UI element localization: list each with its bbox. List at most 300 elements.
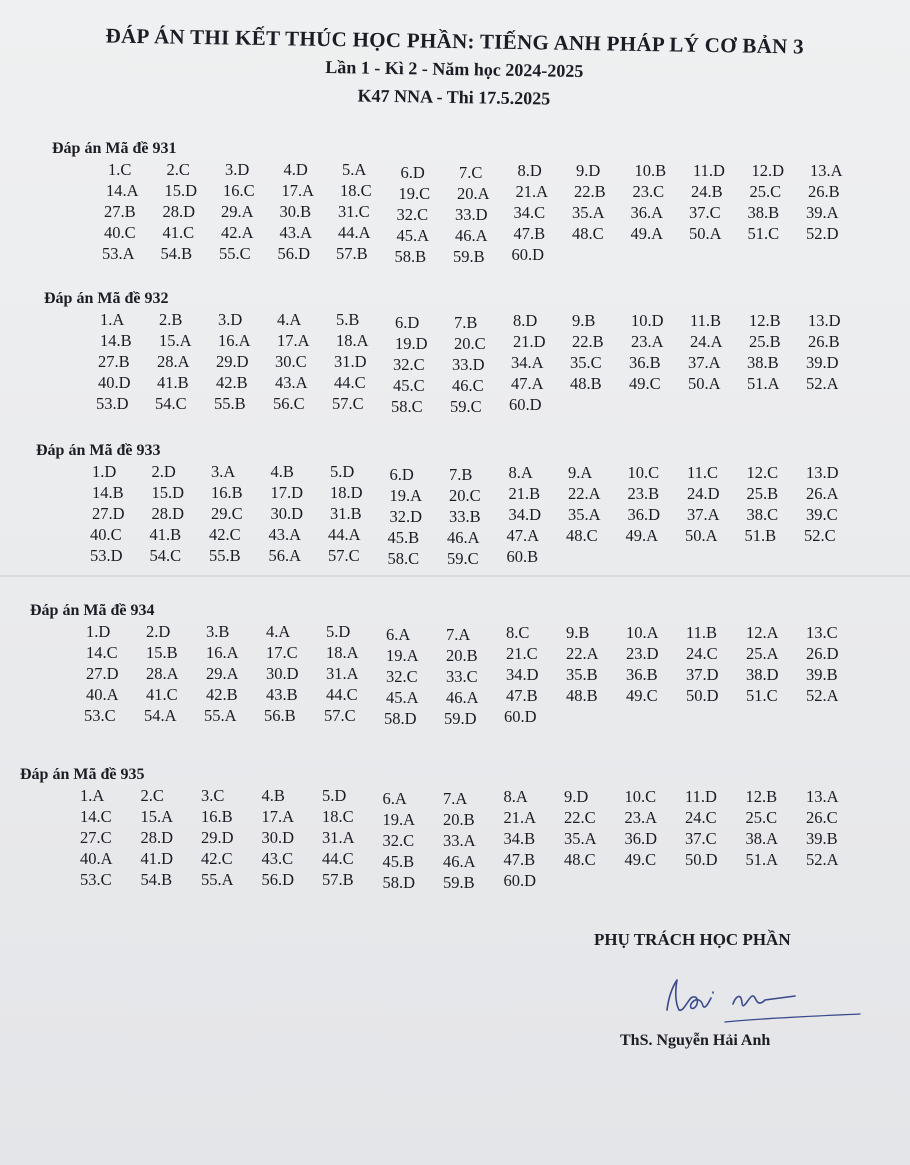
answer-cell: 39.C [806, 505, 838, 524]
answer-cell: 27.C [80, 828, 112, 847]
answer-cell: 4.A [277, 310, 302, 329]
answer-cell: 44.C [334, 373, 366, 392]
answer-cell: 16.A [206, 643, 239, 662]
answer-cell: 39.B [806, 665, 838, 684]
answer-cell: 23.A [624, 808, 658, 827]
answer-cell: 57.C [324, 706, 356, 725]
answer-cell: 1.A [100, 310, 125, 329]
answer-cell: 23.D [626, 644, 659, 663]
answer-cell: 27.D [92, 504, 125, 523]
answer-cell: 14.C [86, 643, 118, 662]
answer-cell: 47.B [506, 686, 538, 705]
answer-cell: 36.D [624, 829, 658, 848]
answer-cell: 11.D [693, 161, 725, 180]
answer-cell: 29.C [211, 504, 243, 523]
answer-cell: 54.C [155, 394, 187, 413]
answer-cell: 4.B [270, 462, 294, 481]
answer-cell: 5.D [330, 462, 355, 481]
answer-cell: 7.A [446, 625, 471, 644]
answer-cell: 5.D [322, 786, 347, 805]
answer-cell: 51.C [747, 224, 780, 243]
section-title: Đáp án Mã đề 931 [52, 140, 177, 157]
answer-cell: 44.C [322, 849, 354, 868]
answer-cell: 3.D [225, 160, 250, 179]
answer-cell: 49.C [626, 686, 658, 705]
answer-cell: 39.A [806, 203, 839, 222]
section-title: Đáp án Mã đề 934 [30, 602, 155, 619]
answer-cell: 13.C [806, 623, 838, 642]
answer-cell: 4.B [261, 786, 285, 805]
answer-cell: 49.A [625, 526, 659, 545]
answer-cell: 43.B [266, 685, 298, 704]
answer-cell: 24.D [687, 484, 720, 503]
answer-cell: 49.C [624, 850, 657, 869]
answer-cell: 48.C [572, 224, 604, 243]
answer-cell: 9.D [576, 161, 601, 180]
answer-cell: 23.B [627, 484, 660, 503]
answer-cell: 51.A [745, 850, 779, 869]
answer-cell: 22.B [574, 182, 606, 201]
answer-cell: 10.B [634, 161, 667, 180]
answer-cell: 60.D [503, 871, 537, 890]
answer-cell: 35.A [564, 829, 597, 848]
answer-cell: 25.C [749, 182, 782, 201]
answer-cell: 21.D [513, 332, 546, 351]
answer-cell: 14.B [100, 331, 132, 350]
answer-cell: 40.C [104, 223, 136, 242]
answer-cell: 21.C [506, 644, 538, 663]
answer-cell: 41.C [162, 223, 195, 242]
answer-cell: 29.A [206, 664, 239, 683]
answer-cell: 26.A [806, 484, 839, 503]
answer-cell: 35.A [568, 505, 601, 524]
answer-cell: 48.B [570, 374, 602, 393]
answer-cell: 14.C [80, 807, 112, 826]
answer-cell: 18.A [326, 643, 359, 662]
answer-cell: 27.B [98, 352, 130, 371]
section-title: Đáp án Mã đề 932 [44, 290, 169, 307]
answer-cell: 31.D [334, 352, 367, 371]
answer-cell: 50.A [685, 526, 718, 545]
answer-cell: 32.C [396, 205, 429, 224]
answer-cell: 16.B [211, 483, 243, 502]
answer-cell: 46.A [455, 226, 488, 245]
answer-cell: 54.C [149, 546, 182, 565]
answer-cell: 11.D [685, 787, 717, 806]
answer-cell: 48.B [566, 686, 598, 705]
answer-cell: 41.D [140, 849, 174, 868]
answer-cell: 28.A [157, 352, 190, 371]
answer-cell: 6.D [389, 465, 414, 484]
answer-cell: 16.A [218, 331, 251, 350]
answer-cell: 30.D [266, 664, 299, 683]
document-header [0, 21, 910, 115]
answer-cell: 19.A [386, 646, 419, 665]
answer-cell: 51.B [744, 526, 777, 545]
answer-cell: 40.A [86, 685, 119, 704]
answer-cell: 56.A [268, 546, 302, 565]
answer-cell: 52.A [806, 374, 839, 393]
answer-cell: 32.C [382, 831, 415, 850]
answer-cell: 2.C [140, 786, 164, 805]
answer-cell: 41.B [157, 373, 189, 392]
answer-cell: 6.D [395, 313, 420, 332]
answer-cell: 37.A [688, 353, 721, 372]
answer-cell: 24.C [686, 644, 718, 663]
answer-cell: 44.A [328, 525, 361, 544]
answer-cell: 16.B [201, 807, 233, 826]
answer-cell: 18.A [336, 331, 369, 350]
answer-cell: 8.A [503, 787, 528, 806]
answer-cell: 13.D [806, 463, 839, 482]
answer-cell: 19.A [389, 486, 423, 505]
answer-cell: 19.D [395, 334, 428, 353]
answer-cell: 15.D [151, 483, 185, 502]
answer-cell: 15.A [159, 331, 192, 350]
answer-cell: 51.C [746, 686, 778, 705]
answer-cell: 48.C [566, 526, 598, 545]
answer-cell: 22.B [572, 332, 604, 351]
answer-cell: 30.B [279, 202, 312, 221]
answer-cell: 14.B [92, 483, 124, 502]
answer-cell: 29.D [216, 352, 249, 371]
answer-cell: 53.C [80, 870, 112, 889]
answer-cell: 50.D [685, 850, 718, 869]
answer-cell: 31.A [322, 828, 355, 847]
answer-cell: 36.B [629, 353, 661, 372]
answer-cell: 17.C [266, 643, 298, 662]
answer-cell: 29.A [221, 202, 254, 221]
answer-cell: 9.B [566, 623, 590, 642]
answer-cell: 57.B [336, 244, 368, 263]
answer-cell: 46.A [443, 852, 476, 871]
answer-cell: 25.A [746, 644, 779, 663]
answer-cell: 17.A [281, 181, 315, 200]
answer-cell: 53.C [84, 706, 116, 725]
answer-cell: 40.D [98, 373, 131, 392]
answer-cell: 20.B [446, 646, 478, 665]
answer-cell: 59.C [447, 549, 479, 568]
answer-cell: 52.D [806, 224, 839, 243]
answer-cell: 54.B [140, 870, 173, 889]
answer-cell: 21.A [503, 808, 537, 827]
answer-cell: 43.A [268, 525, 302, 544]
answer-cell: 45.A [396, 226, 430, 245]
answer-cell: 18.C [322, 807, 354, 826]
answer-cell: 4.D [283, 160, 308, 179]
answer-cell: 3.C [201, 786, 225, 805]
answer-cell: 26.B [808, 182, 840, 201]
answer-cell: 43.A [275, 373, 308, 392]
answer-cell: 3.A [211, 462, 236, 481]
answer-cell: 42.C [201, 849, 233, 868]
answer-cell: 43.A [279, 223, 313, 242]
answer-cell: 34.A [511, 353, 544, 372]
answer-cell: 32.C [393, 355, 425, 374]
answer-cell: 23.A [631, 332, 664, 351]
answer-cell: 32.D [389, 507, 423, 526]
answer-cell: 37.A [687, 505, 720, 524]
answer-cell: 58.D [382, 873, 416, 892]
answer-cell: 31.C [338, 202, 370, 221]
answer-cell: 43.C [261, 849, 294, 868]
answer-cell: 55.B [209, 546, 241, 565]
answer-cell: 16.C [223, 181, 255, 200]
answer-cell: 58.C [391, 397, 423, 416]
signer-role: PHỤ TRÁCH HỌC PHẦN [594, 930, 791, 949]
answer-cell: 39.D [806, 353, 839, 372]
answer-cell: 36.D [627, 505, 661, 524]
answer-cell: 17.D [270, 483, 304, 502]
answer-cell: 4.A [266, 622, 291, 641]
answer-cell: 5.B [336, 310, 360, 329]
answer-cell: 17.A [277, 331, 310, 350]
answer-cell: 32.C [386, 667, 418, 686]
answer-cell: 47.B [503, 850, 536, 869]
answer-cell: 55.B [214, 394, 246, 413]
answer-cell: 20.B [443, 810, 475, 829]
answer-cell: 41.B [149, 525, 182, 544]
answer-cell: 56.C [273, 394, 305, 413]
answer-cell: 34.B [503, 829, 536, 848]
answer-cell: 3.B [206, 622, 230, 641]
answer-cell: 38.B [747, 353, 779, 372]
answer-cell: 25.B [746, 484, 779, 503]
answer-cell: 37.D [686, 665, 719, 684]
answer-cell: 55.A [204, 706, 237, 725]
answer-cell: 17.A [261, 807, 295, 826]
answer-cell: 12.B [745, 787, 778, 806]
answer-cell: 28.D [151, 504, 185, 523]
answer-cell: 57.C [332, 394, 364, 413]
section-title: Đáp án Mã đề 933 [36, 442, 161, 459]
answer-cell: 53.D [90, 546, 123, 565]
answer-cell: 60.D [504, 707, 537, 726]
answer-cell: 39.B [806, 829, 838, 848]
answer-cell: 11.C [687, 463, 719, 482]
answer-cell: 26.C [806, 808, 838, 827]
answer-cell: 14.A [106, 181, 139, 200]
answer-cell: 5.A [342, 160, 367, 179]
answer-cell: 12.C [746, 463, 779, 482]
answer-cell: 12.B [749, 311, 781, 330]
answer-cell: 26.B [808, 332, 840, 351]
answer-cell: 35.C [570, 353, 602, 372]
answer-cell: 6.A [386, 625, 411, 644]
answer-cell: 7.C [459, 163, 483, 182]
answer-cell: 38.C [746, 505, 779, 524]
answer-cell: 56.D [277, 244, 311, 263]
answer-cell: 28.D [162, 202, 196, 221]
answer-cell: 2.D [146, 622, 171, 641]
answer-cell: 20.C [449, 486, 481, 505]
handwritten-signature [655, 966, 865, 1026]
answer-cell: 18.C [340, 181, 372, 200]
answer-cell: 33.D [455, 205, 488, 224]
answer-cell: 11.B [686, 623, 718, 642]
answer-cell: 54.B [160, 244, 193, 263]
answer-cell: 58.C [387, 549, 420, 568]
answer-cell: 44.A [338, 223, 371, 242]
answer-cell: 57.C [328, 546, 360, 565]
answer-cell: 9.B [572, 311, 596, 330]
answer-cell: 50.A [689, 224, 722, 243]
answer-cell: 34.C [513, 203, 546, 222]
answer-cell: 52.A [806, 686, 839, 705]
answer-cell: 13.D [808, 311, 841, 330]
answer-cell: 40.C [90, 525, 122, 544]
answer-cell: 56.B [264, 706, 296, 725]
answer-cell: 28.D [140, 828, 174, 847]
answer-cell: 59.B [443, 873, 475, 892]
answer-cell: 8.D [513, 311, 538, 330]
answer-cell: 8.D [517, 161, 542, 180]
answer-cell: 55.C [219, 244, 251, 263]
answer-cell: 7.B [449, 465, 473, 484]
answer-cell: 58.D [384, 709, 417, 728]
paper-fold-line [0, 575, 910, 577]
answer-cell: 45.B [382, 852, 415, 871]
section-title: Đáp án Mã đề 935 [20, 766, 145, 783]
answer-cell: 51.A [747, 374, 780, 393]
answer-cell: 36.A [630, 203, 664, 222]
answer-cell: 20.A [457, 184, 490, 203]
answer-cell: 36.B [626, 665, 658, 684]
answer-cell: 5.D [326, 622, 351, 641]
answer-cell: 24.A [690, 332, 723, 351]
answer-cell: 46.A [447, 528, 480, 547]
answer-cell: 19.C [398, 184, 431, 203]
answer-cell: 31.A [326, 664, 359, 683]
answer-cell: 33.D [452, 355, 485, 374]
answer-cell: 30.D [270, 504, 304, 523]
answer-cell: 34.D [506, 665, 539, 684]
answer-cell: 40.A [80, 849, 113, 868]
answer-cell: 2.C [166, 160, 190, 179]
answer-cell: 21.B [508, 484, 541, 503]
exam-class-date: K47 NNA - Thi 17.5.2025 [357, 85, 551, 109]
answer-cell: 12.D [751, 161, 785, 180]
answer-cell: 60.D [511, 245, 545, 264]
answer-cell: 25.C [745, 808, 778, 827]
answer-cell: 21.A [515, 182, 549, 201]
answer-cell: 1.C [108, 160, 132, 179]
answer-cell: 13.A [806, 787, 839, 806]
answer-cell: 47.A [506, 526, 540, 545]
answer-cell: 29.D [201, 828, 234, 847]
answer-cell: 8.A [508, 463, 533, 482]
document-title: ĐÁP ÁN THI KẾT THÚC HỌC PHẦN: TIẾNG ANH PHÁP LÝ CƠ BẢN 3 [105, 23, 805, 59]
answer-cell: 25.B [749, 332, 781, 351]
answer-cell: 28.A [146, 664, 179, 683]
answer-cell: 10.A [626, 623, 659, 642]
answer-cell: 11.B [690, 311, 722, 330]
answer-cell: 10.C [624, 787, 657, 806]
answer-cell: 2.D [151, 462, 176, 481]
answer-cell: 12.A [746, 623, 779, 642]
answer-cell: 2.B [159, 310, 183, 329]
answer-cell: 24.B [691, 182, 723, 201]
answer-cell: 41.C [146, 685, 178, 704]
answer-cell: 59.C [450, 397, 482, 416]
answer-cell: 10.D [631, 311, 664, 330]
answer-cell: 42.B [216, 373, 248, 392]
answer-cell: 37.C [689, 203, 721, 222]
answer-cell: 35.B [566, 665, 598, 684]
answer-cell: 48.C [564, 850, 596, 869]
answer-cell: 1.D [86, 622, 111, 641]
answer-cell: 59.D [444, 709, 477, 728]
answer-cell: 34.D [508, 505, 542, 524]
answer-cell: 46.C [452, 376, 484, 395]
answer-cell: 42.B [206, 685, 238, 704]
answer-cell: 15.D [164, 181, 198, 200]
answer-cell: 46.A [446, 688, 479, 707]
answer-cell: 6.A [382, 789, 407, 808]
answer-cell: 7.A [443, 789, 468, 808]
answer-cell: 45.B [387, 528, 420, 547]
answer-cell: 38.D [746, 665, 779, 684]
answer-cell: 10.C [627, 463, 660, 482]
answer-cell: 1.A [80, 786, 105, 805]
answer-cell: 38.A [745, 829, 779, 848]
answer-cell: 18.D [330, 483, 363, 502]
answer-cell: 8.C [506, 623, 530, 642]
answer-cell: 42.C [209, 525, 241, 544]
answer-cell: 9.A [568, 463, 593, 482]
answer-cell: 45.C [393, 376, 425, 395]
answer-cell: 57.B [322, 870, 354, 889]
answer-cell: 52.C [804, 526, 836, 545]
answer-cell: 33.A [443, 831, 476, 850]
answer-cell: 6.D [400, 163, 425, 182]
answer-cell: 60.D [509, 395, 542, 414]
answer-cell: 3.D [218, 310, 243, 329]
answer-cell: 38.B [747, 203, 780, 222]
answer-cell: 37.C [685, 829, 717, 848]
answer-cell: 44.C [326, 685, 358, 704]
answer-cell: 35.A [572, 203, 605, 222]
answer-cell: 30.C [275, 352, 307, 371]
answer-cell: 54.A [144, 706, 177, 725]
answer-cell: 59.B [453, 247, 485, 266]
answer-cell: 15.A [140, 807, 174, 826]
answer-cell: 56.D [261, 870, 295, 889]
answer-cell: 52.A [806, 850, 839, 869]
answer-cell: 49.A [630, 224, 664, 243]
answer-cell: 58.B [394, 247, 427, 266]
signer-name: ThS. Nguyễn Hải Anh [620, 1032, 771, 1049]
answer-cell: 55.A [201, 870, 234, 889]
answer-cell: 1.D [92, 462, 117, 481]
answer-cell: 27.B [104, 202, 136, 221]
answer-cell: 9.D [564, 787, 589, 806]
answer-cell: 13.A [810, 161, 843, 180]
answer-cell: 22.A [568, 484, 601, 503]
answer-cell: 50.A [688, 374, 721, 393]
answer-cell: 15.B [146, 643, 178, 662]
answer-cell: 23.C [632, 182, 665, 201]
answer-cell: 50.D [686, 686, 719, 705]
answer-cell: 24.C [685, 808, 717, 827]
answer-cell: 26.D [806, 644, 839, 663]
answer-cell: 22.C [564, 808, 596, 827]
answer-cell: 47.A [511, 374, 544, 393]
answer-cell: 49.C [629, 374, 661, 393]
answer-cell: 20.C [454, 334, 486, 353]
answer-cell: 47.B [513, 224, 546, 243]
answer-cell: 27.D [86, 664, 119, 683]
